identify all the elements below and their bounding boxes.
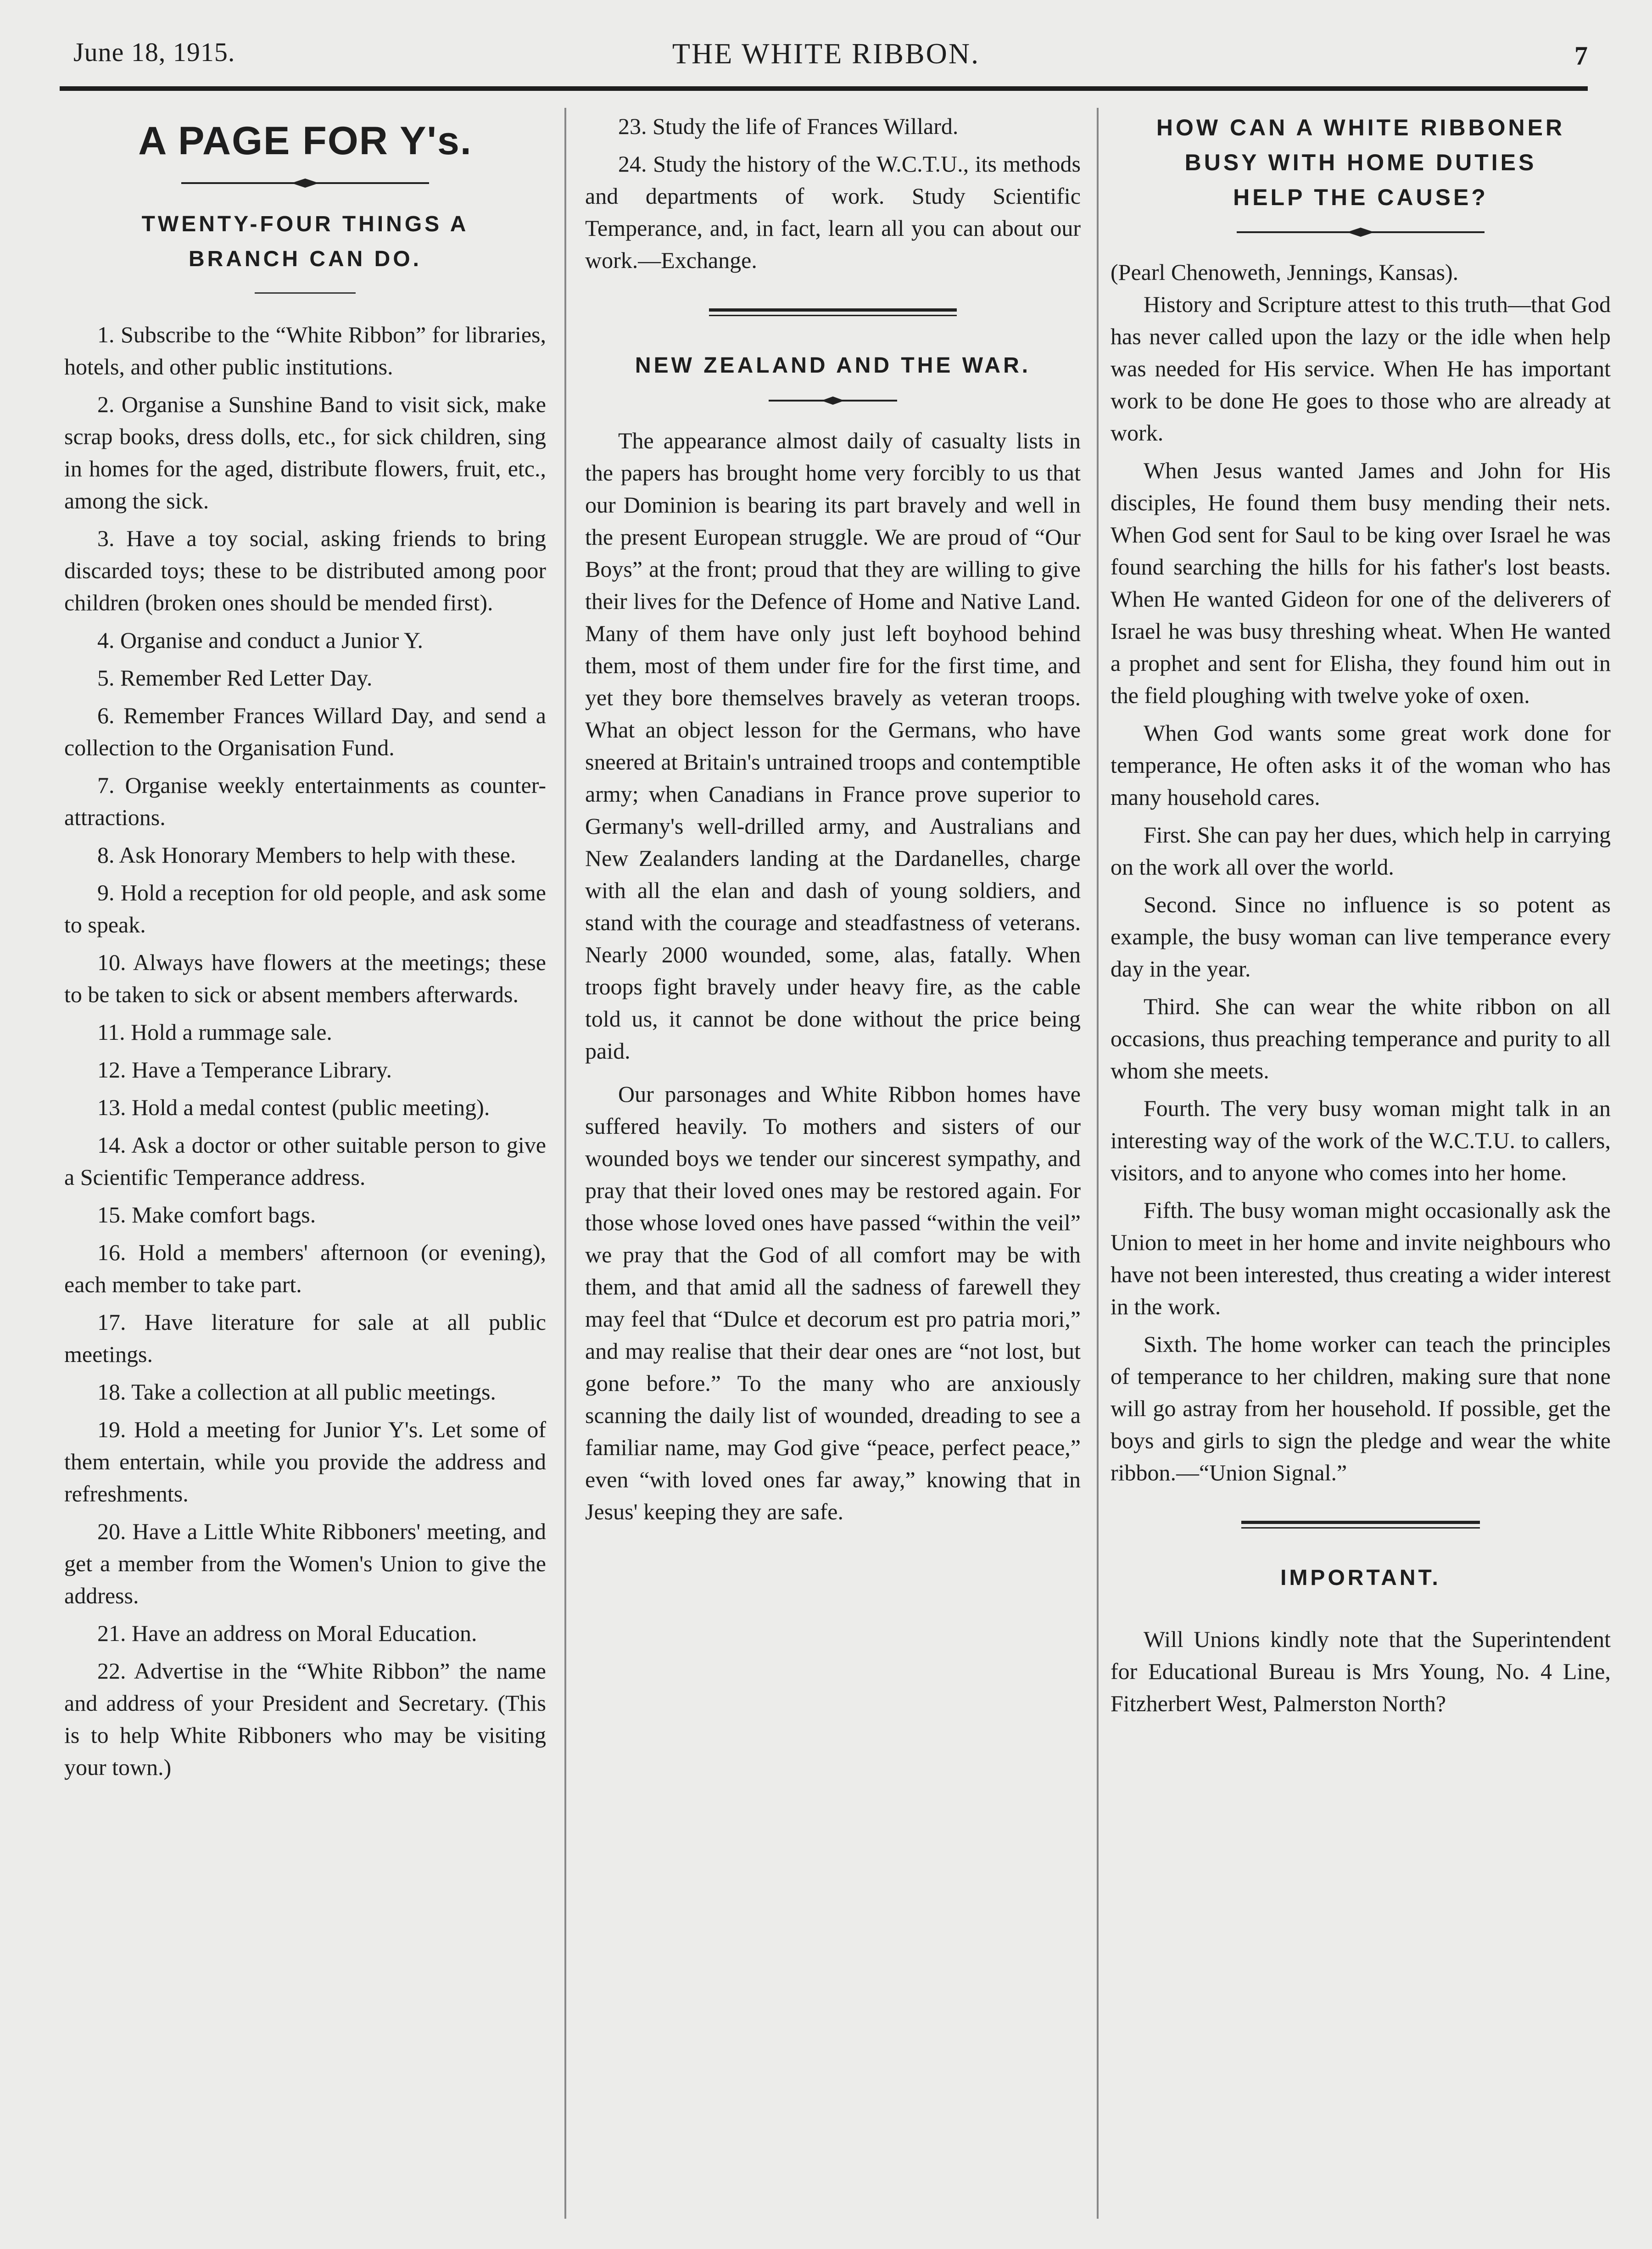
ornament-divider-icon (181, 178, 429, 189)
list-item: 10. Always have flowers at the meetings; these to be taken to sick or absent members afterwards. (64, 949, 546, 1007)
article-paragraph: Second. Since no influence is so potent as example, the busy woman can live temperance every day in the year. (1111, 892, 1611, 982)
list-item: 4. Organise and conduct a Junior Y. (97, 627, 424, 653)
list-item: 2. Organise a Sunshine Band to visit sick, make scrap books, dress dolls, etc., for sick children, sing in homes for the aged, distribute flowers, fruit, etc., among the sick. (64, 391, 546, 513)
issue-date: June 18, 1915. (73, 37, 235, 67)
list-item: 1. Subscribe to the “White Ribbon” for libraries, hotels, and other public institutions. (64, 322, 546, 379)
list-item: 3. Have a toy social, asking friends to bring discarded toys; these to be distributed among poor children (broken ones should be mended first). (64, 525, 546, 615)
section-heading: NEW ZEALAND AND THE WAR. (635, 353, 1031, 378)
column-divider (1097, 108, 1099, 2219)
page-number: 7 (1574, 41, 1588, 71)
newspaper-title: THE WHITE RIBBON. (672, 37, 980, 70)
section-heading: TWENTY-FOUR THINGS A (141, 212, 469, 236)
section-heading-line2: BRANCH CAN DO. (189, 247, 422, 271)
double-rule (709, 308, 957, 316)
article-paragraph: First. She can pay her dues, which help in carrying on the work all over the world. (1111, 822, 1611, 880)
double-rule (1241, 1521, 1480, 1529)
article-paragraph: Fifth. The busy woman might occasionally ask the Union to meet in her home and invite neighbours who have not been interested, thus creating a wider interest in the work. (1111, 1197, 1611, 1319)
list-item: 23. Study the life of Frances Willard. (618, 113, 959, 139)
article-paragraph: When God wants some great work done for temperance, He often asks it of the woman who has many household cares. (1111, 720, 1611, 810)
column-right (1111, 110, 1611, 1725)
article-paragraph: History and Scripture attest to this truth—that God has never called upon the lazy or the idle when help was needed for His service. When He has important work to be done He goes to those who are already at work. (1111, 291, 1611, 446)
section-heading: HOW CAN A WHITE RIBBONER (1156, 115, 1565, 140)
ornament-divider-icon (769, 395, 897, 406)
column-left (64, 110, 546, 1789)
column-divider (564, 108, 566, 2219)
list-item: 13. Hold a medal contest (public meeting). (97, 1094, 490, 1120)
list-item: 14. Ask a doctor or other suitable person to give a Scientific Temperance address. (64, 1132, 546, 1190)
list-item: 11. Hold a rummage sale. (97, 1019, 332, 1045)
list-item: 9. Hold a reception for old people, and ask some to speak. (64, 880, 546, 938)
article-paragraph: Our parsonages and White Ribbon homes have suffered heavily. To mothers and sisters of our wounded boys we tender our sincerest sympathy, and pray that their loved ones may be restored again. For those whose loved ones have passed “within the veil” we pray that the God of all comfort may be with them, and that amid all the sadness of farewell they may feel that “Dulce et decorum est pro patria mori,” and may realise that their dear ones are “not lost, but gone before.” To the many who are anxiously scanning the daily list of wounded, dreading to see a familiar name, may God give “peace, perfect peace,” even “with loved ones far away,” knowing that in Jesus' keeping they are safe. (585, 1081, 1081, 1524)
list-item: 24. Study the history of the W.C.T.U., its methods and departments of work. Study Scientific Temperance, and, in fact, learn all you can about our work.—Exchange. (585, 151, 1081, 273)
list-item: 22. Advertise in the “White Ribbon” the name and address of your President and Secretary. (This is to help White Ribboners who may be visiting your town.) (64, 1658, 546, 1780)
list-item: 18. Take a collection at all public meetings. (97, 1379, 496, 1405)
section-heading-line2: BUSY WITH HOME DUTIES (1184, 150, 1537, 175)
short-rule (255, 292, 356, 294)
article-paragraph: When Jesus wanted James and John for His disciples, He found them busy mending their nets. When God sent for Saul to be king over Israel he was found searching the hills for his father's lost beasts. When He wanted Gideon for one of the deliverers of Israel he was busy threshing wheat. When He wanted a prophet and sent for Elisha, they found him out in the field ploughing with twelve yoke of oxen. (1111, 458, 1611, 708)
masthead-rule (60, 86, 1588, 91)
list-item: 7. Organise weekly entertainments as counter-attractions. (64, 772, 546, 830)
list-items (64, 318, 546, 1783)
masthead (64, 32, 1588, 78)
article-byline: (Pearl Chenoweth, Jennings, Kansas). (1111, 259, 1459, 285)
list-item: 15. Make comfort bags. (97, 1202, 316, 1228)
notice-text: Will Unions kindly note that the Superintendent for Educational Bureau is Mrs Young, No. 4 Line, Fitzherbert West, Palmerston North? (1111, 1626, 1611, 1716)
list-item: 5. Remember Red Letter Day. (97, 665, 373, 691)
article-paragraph: The appearance almost daily of casualty lists in the papers has brought home very forcibly to us that our Dominion is bearing its part bravely and well in the present European struggle. We are proud of “Our Boys” at the front; proud that they are willing to give their lives for the Defence of Home and Native Land. Many of them have only just left boyhood behind them, most of them under fire for the first time, and yet they bore themselves bravely as veteran troops. What an object lesson for the Germans, who have sneered at Britain's untrained troops and contemptible army; when Canadians in France prove superior to Germany's well-drilled army, and Australians and New Zealanders landing at the Dardanelles, charge with all the elan and dash of young soldiers, and stand with the courage and steadfastness of veterans. Nearly 2000 wounded, some, alas, fatally. When troops fight bravely under heavy fire, as the cable told us, it cannot be done without the price being paid. (585, 428, 1081, 1064)
list-item: 17. Have literature for sale at all public meetings. (64, 1309, 546, 1367)
article-paragraph: Fourth. The very busy woman might talk in an interesting way of the work of the W.C.T.U. to callers, visitors, and to anyone who comes into her home. (1111, 1095, 1611, 1185)
column-middle (585, 110, 1081, 1533)
article-paragraph: Sixth. The home worker can teach the principles of temperance to her children, making sure that none will go astray from her household. If possible, get the boys and girls to sign the pledge and wear the white ribbon.—“Union Signal.” (1111, 1331, 1611, 1485)
list-item: 21. Have an address on Moral Education. (97, 1620, 477, 1646)
list-item: 19. Hold a meeting for Junior Y's. Let some of them entertain, while you provide the address and refreshments. (64, 1417, 546, 1507)
ornament-divider-icon (1237, 227, 1485, 238)
list-item: 16. Hold a members' afternoon (or evening), each member to take part. (64, 1239, 546, 1297)
list-item: 20. Have a Little White Ribboners' meeting, and get a member from the Women's Union to give the address. (64, 1518, 546, 1608)
article-paragraph: Third. She can wear the white ribbon on all occasions, thus preaching temperance and purity to all whom she meets. (1111, 993, 1611, 1083)
notice-heading: IMPORTANT. (1280, 1566, 1441, 1590)
section-heading-line3: HELP THE CAUSE? (1233, 184, 1488, 210)
list-item: 6. Remember Frances Willard Day, and send a collection to the Organisation Fund. (64, 703, 546, 760)
list-item: 8. Ask Honorary Members to help with these. (97, 842, 516, 868)
page-title: A PAGE FOR Y's. (138, 119, 472, 163)
list-item: 12. Have a Temperance Library. (97, 1057, 392, 1083)
